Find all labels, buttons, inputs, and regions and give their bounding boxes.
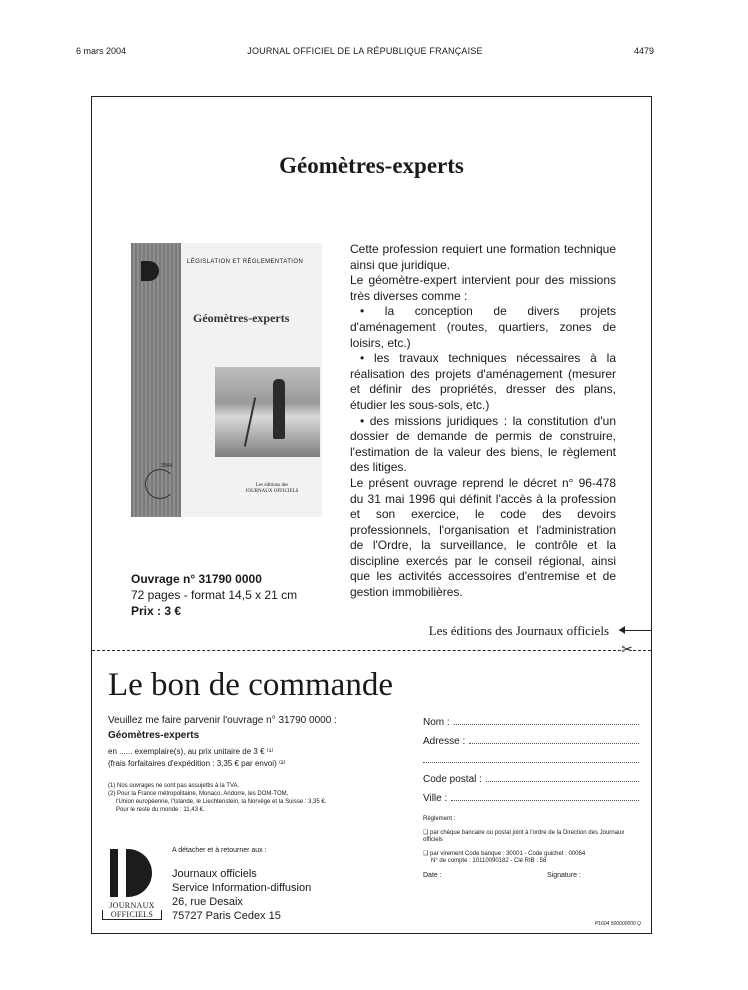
detach-instruction: A détacher et à retourner aux : xyxy=(172,847,267,854)
order-request-line: Veuillez me faire parvenir l'ouvrage n° 31790 0000 : xyxy=(108,715,337,726)
pay-by-transfer-option[interactable]: ❑ par virement Code banque : 30001 - Code guichet : 00064 N° de compte : 10110090182 - Clé RIB : 58 xyxy=(423,850,586,864)
order-shipping-line: (frais forfaitaires d'expédition : 3,35 € par envoi) ⁽²⁾ xyxy=(108,759,286,768)
order-quantity-line: en ...... exemplaire(s), au prix unitaire de 3 € ⁽¹⁾ xyxy=(108,747,274,756)
book-description xyxy=(350,242,616,601)
city-field[interactable]: Ville : xyxy=(423,791,639,810)
scissors-icon: ✂ xyxy=(621,641,633,657)
cut-line xyxy=(92,650,651,651)
pay-by-cheque-option[interactable]: ❑ par chèque bancaire ou postal joint à l'ordre de la Direction des Journaux officiels xyxy=(423,829,625,843)
logo-word-2: OFFICIELS xyxy=(102,910,162,920)
tripod-shape xyxy=(244,397,256,446)
ad-title: Géomètres-experts xyxy=(279,153,464,178)
description-paragraph: Cette profession requiert une formation technique ainsi que juridique. xyxy=(350,242,616,272)
logo-word-1: JOURNAUX xyxy=(109,901,155,910)
surveyor-photo xyxy=(215,367,320,457)
header-page-number: 4479 xyxy=(633,46,654,56)
cover-year: 2004 xyxy=(161,463,173,469)
surveyor-figure xyxy=(273,379,285,439)
description-bullet: • des missions juridiques : la constitution d'un dossier de demande de permis de construire, l'estimation de la valeur des biens, le règlement des litiges. xyxy=(350,413,616,475)
jo-mark-icon xyxy=(110,849,152,897)
address-field[interactable]: Adresse : xyxy=(423,734,639,753)
payment-label: Règlement : xyxy=(423,816,456,822)
date-field[interactable]: Date : xyxy=(423,871,442,879)
advertisement-frame xyxy=(91,96,652,934)
book-format: 72 pages - format 14,5 x 21 cm xyxy=(131,588,298,602)
cover-curve-decoration xyxy=(145,469,175,499)
description-bullet: • la conception de divers projets d'aménagement (routes, quartiers, zones de loisirs, etc.) xyxy=(350,304,616,350)
description-bullet: • les travaux techniques nécessaires à la réalisation des projets d'aménagement (mesurer et définir des propriétés, dresser des plans, étudier les sous-sols, etc.) xyxy=(350,351,616,412)
reference-code: P1604 500000000 Q xyxy=(594,921,641,927)
header-date: 6 mars 2004 xyxy=(76,46,127,56)
arrow-left-icon xyxy=(619,630,651,631)
address-field-line-2[interactable] xyxy=(423,753,639,772)
book-cover-image xyxy=(131,243,322,517)
order-request xyxy=(108,715,398,814)
publisher-line: Les éditions des Journaux officiels xyxy=(428,623,609,638)
postal-code-field[interactable]: Code postal : xyxy=(423,772,639,791)
header-journal-title: JOURNAL OFFICIEL DE LA RÉPUBLIQUE FRANÇAISE xyxy=(247,46,483,56)
book-number: Ouvrage n° 31790 0000 xyxy=(131,572,262,586)
book-reference xyxy=(131,571,297,619)
journaux-officiels-logo xyxy=(102,849,162,923)
description-paragraph: Le géomètre-expert intervient pour des missions très diverses comme : xyxy=(350,273,616,303)
order-form-title: Le bon de commande xyxy=(108,667,393,703)
date-signature-row xyxy=(423,872,639,879)
mailing-address: Journaux officiels Service Information-diffusion 26, rue Desaix 75727 Paris Cedex 15 xyxy=(172,868,312,922)
signature-field[interactable]: Signature : xyxy=(547,871,581,879)
order-book-title: Géomètres-experts xyxy=(108,730,200,741)
customer-fields xyxy=(423,715,639,879)
cover-series: LÉGISLATION ET RÉGLEMENTATION xyxy=(187,259,304,265)
cover-title: Géomètres-experts xyxy=(193,311,290,325)
order-footnotes: (1) Nos ouvrages ne sont pas assujettis à la TVA. (2) Pour la France métropolitaine, Monaco, Andorre, les DOM-TOM, l'Union européenne, l'Islande, le Liechtenstein, la Norvège et la Suisse : 3,35 €. Pour le reste du monde : 11,43 €. xyxy=(108,783,327,813)
page-header xyxy=(76,46,654,60)
cover-imprint: Les éditions des JOURNAUX OFFICIELS xyxy=(245,483,299,494)
description-paragraph: Le présent ouvrage reprend le décret n° 96-478 du 31 mai 1996 qui définit l'accès à la profession et son exercice, le code des devoirs professionnels, l'organisation et l'administration de l'Ordre, la surveillance, le contrôle et la discipline exercés par le conseil régional, ainsi que les activités accessoires d'entremise et de gestion immobilières. xyxy=(350,475,616,600)
book-price: Prix : 3 € xyxy=(131,604,182,618)
name-field[interactable]: Nom : xyxy=(423,715,639,734)
